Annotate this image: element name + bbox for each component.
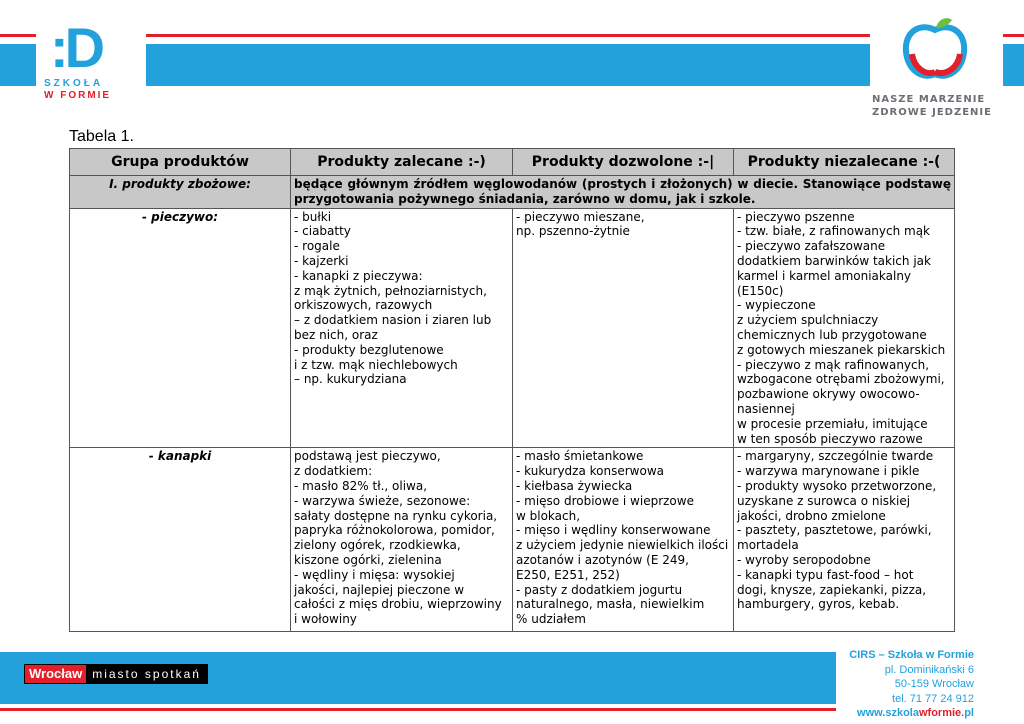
- cell-line: E250, E251, 252): [516, 567, 620, 582]
- cell-line: - kiełbasa żywiecka: [516, 478, 633, 493]
- logo-text-nasze-marzenie: NASZE MARZENIE: [872, 94, 986, 105]
- header-blue-bar-left: [0, 44, 36, 86]
- footer-red-stripe: [0, 708, 836, 711]
- cell-line: w blokach,: [516, 508, 581, 523]
- cell-line: - pasty z dodatkiem jogurtu: [516, 582, 683, 597]
- cell-line: jakości, drobno zmielone: [737, 508, 886, 523]
- cell-line: z użyciem spulchniaczy: [737, 313, 879, 328]
- cell-line: uzyskane z surowca o niskiej: [737, 493, 911, 508]
- wroclaw-name: Wrocław: [25, 665, 86, 683]
- cell-line: – np. kukurydziana: [294, 372, 407, 387]
- cell-line: - warzywa marynowane i pikle: [737, 464, 920, 479]
- cell-line: z dodatkiem:: [294, 464, 373, 479]
- cell-line: naturalnego, masła, niewielkim: [516, 597, 705, 612]
- cell-line: - pieczywo pszenne: [737, 209, 855, 224]
- cell-line: np. pszenno-żytnie: [516, 224, 630, 239]
- cell-line: - mięso i wędliny konserwowane: [516, 523, 711, 538]
- table-caption: Tabela 1.: [69, 128, 134, 145]
- cell-line: - masło 82% tł., oliwa,: [294, 478, 428, 493]
- logo-text-szkola: SZKOŁA: [44, 78, 104, 89]
- cell-line: bez nich, oraz: [294, 327, 378, 342]
- cell-line: mortadela: [737, 538, 799, 553]
- header-recommended: Produkty zalecane :-): [291, 149, 513, 176]
- group-row: [70, 176, 955, 209]
- contact-phone: tel. 71 77 24 912: [892, 692, 974, 705]
- cell-line: hamburgery, gyros, kebab.: [737, 597, 900, 612]
- cell-line: - pieczywo mieszane,: [516, 209, 645, 224]
- cell-line: dodatkiem barwinków takich jak: [737, 253, 931, 268]
- cell-line: - masło śmietankowe: [516, 449, 644, 464]
- header-allowed: Produkty dozwolone :-|: [513, 149, 734, 176]
- products-table: [69, 148, 955, 632]
- cell-line: sałaty dostępne na rynku cykoria,: [294, 508, 498, 523]
- table-row: [70, 448, 955, 632]
- szkola-w-formie-logo: [44, 16, 134, 102]
- wroclaw-slogan: miasto spotkań: [86, 665, 207, 683]
- category-cell: - kanapki: [70, 448, 291, 632]
- header-blue-bar-far-right: [1003, 44, 1024, 86]
- cell-line: – z dodatkiem nasion i ziaren lub: [294, 313, 492, 328]
- recommended-cell: [291, 208, 513, 448]
- contact-street: pl. Dominikański 6: [884, 663, 974, 676]
- logo-text-zdrowe-jedzenie: ZDROWE JEDZENIE: [872, 107, 992, 118]
- web-part-3: .pl: [961, 707, 974, 719]
- cell-line: - kanapki typu fast-food – hot: [737, 567, 914, 582]
- header-red-stripe-far-right: [1003, 34, 1024, 37]
- cell-line: - tzw. białe, z rafinowanych mąk: [737, 224, 931, 239]
- cell-line: i z tzw. mąk niechlebowych: [294, 357, 458, 372]
- wroclaw-logo: [24, 664, 208, 684]
- cell-line: z mąk żytnich, pełnoziarnistych,: [294, 283, 487, 298]
- logo-text-w-formie: W FORMIE: [44, 90, 112, 101]
- cell-line: i wołowiny: [294, 612, 357, 627]
- cell-line: - wędliny i mięsa: wysokiej: [294, 567, 455, 582]
- cell-line: karmel i karmel amoniakalny: [737, 268, 912, 283]
- header-red-stripe-right: [146, 34, 870, 37]
- cell-line: (E150c): [737, 283, 784, 298]
- web-part-1: www.szkola: [857, 707, 919, 719]
- contact-website-link[interactable]: [849, 706, 974, 721]
- category-cell: - pieczywo:: [70, 208, 291, 448]
- cell-line: - margaryny, szczególnie twarde: [737, 449, 934, 464]
- cell-line: papryka różnokolorowa, pomidor,: [294, 523, 495, 538]
- logo-mark: :D: [50, 16, 102, 79]
- recommended-cell: [291, 448, 513, 632]
- cell-line: - pieczywo z mąk rafinowanych,: [737, 357, 930, 372]
- group-label: I. produkty zbożowe:: [70, 176, 291, 209]
- cell-line: z gotowych mieszanek piekarskich: [737, 342, 946, 357]
- allowed-cell: [513, 208, 734, 448]
- contact-block: [849, 648, 974, 721]
- cell-line: - pasztety, pasztetowe, parówki,: [737, 523, 932, 538]
- cell-line: nasiennej: [737, 401, 795, 416]
- cell-line: podstawą jest pieczywo,: [294, 449, 441, 464]
- cell-line: orkiszowych, razowych: [294, 298, 433, 313]
- not-recommended-cell: [734, 448, 955, 632]
- cell-line: chemicznych lub przygotowane: [737, 327, 927, 342]
- header-not-recommended: Produkty niezalecane :-(: [734, 149, 955, 176]
- cell-line: - kukurydza konserwowa: [516, 464, 664, 479]
- cell-line: % udziałem: [516, 612, 586, 627]
- cell-line: - pieczywo zafałszowane: [737, 239, 886, 254]
- contact-org: CIRS – Szkoła w Formie: [849, 649, 974, 661]
- cell-line: z użyciem jedynie niewielkich ilości: [516, 538, 729, 553]
- cell-line: - wyroby seropodobne: [737, 552, 871, 567]
- cell-line: w procesie przemiału, imitujące: [737, 416, 928, 431]
- header-red-stripe-left: [0, 34, 36, 37]
- table-row: [70, 208, 955, 448]
- cell-line: pozbawione okrywy owocowo-: [737, 387, 920, 402]
- cell-line: - kanapki z pieczywa:: [294, 268, 423, 283]
- cell-line: azotanów i azotynów (E 249,: [516, 552, 689, 567]
- table-header-row: [70, 149, 955, 176]
- cell-line: całości z mięs drobiu, wieprzowiny: [294, 597, 502, 612]
- header-blue-bar: [146, 44, 870, 86]
- apple-icon: [900, 14, 970, 84]
- cell-line: dogi, knysze, zapiekanki, pizza,: [737, 582, 927, 597]
- cell-line: - produkty bezglutenowe: [294, 342, 444, 357]
- cell-line: - bułki: [294, 209, 332, 224]
- web-part-2: wformie: [918, 707, 962, 719]
- cell-line: - wypieczone: [737, 298, 816, 313]
- header-product-group: Grupa produktów: [70, 149, 291, 176]
- cell-line: - ciabatty: [294, 224, 351, 239]
- nasze-marzenie-logo: [872, 14, 1002, 119]
- cell-line: - mięso drobiowe i wieprzowe: [516, 493, 694, 508]
- allowed-cell: [513, 448, 734, 632]
- cell-line: jakości, najlepiej pieczone w: [294, 582, 465, 597]
- group-description: będące głównym źródłem węglowodanów (prostych i złożonych) w diecie. Stanowiące podstawę przygotowania pożywnego śniadania, zarówno w domu, jak i szkole.: [291, 176, 955, 209]
- cell-line: - warzywa świeże, sezonowe:: [294, 493, 471, 508]
- cell-line: - rogale: [294, 239, 340, 254]
- cell-line: w ten sposób pieczywo razowe: [737, 431, 923, 446]
- contact-postal: 50-159 Wrocław: [894, 678, 974, 690]
- cell-line: zielony ogórek, rzodkiewka,: [294, 538, 461, 553]
- cell-line: kiszone ogórki, zielenina: [294, 552, 442, 567]
- cell-line: wzbogacone otrębami zbożowymi,: [737, 372, 945, 387]
- not-recommended-cell: [734, 208, 955, 448]
- cell-line: - kajzerki: [294, 253, 349, 268]
- cell-line: - produkty wysoko przetworzone,: [737, 478, 937, 493]
